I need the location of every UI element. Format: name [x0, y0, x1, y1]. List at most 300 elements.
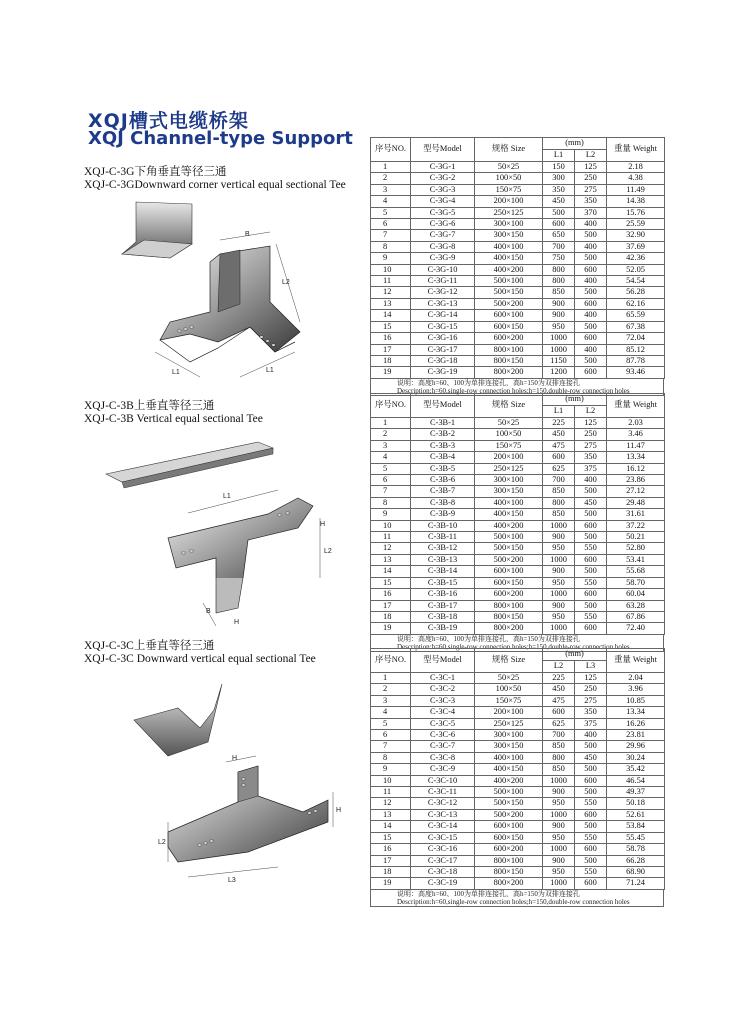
- table-row: [371, 475, 665, 486]
- cell-size: 500×200: [475, 809, 543, 820]
- cell-model: C-3C-17: [411, 855, 475, 866]
- cell-model: C-3C-13: [411, 809, 475, 820]
- cell-weight: 63.28: [607, 600, 665, 611]
- cell-no: 14: [371, 566, 411, 577]
- cell-size: 300×100: [475, 730, 543, 741]
- cell-size: 800×200: [475, 623, 543, 634]
- cell-l-a: 450: [543, 684, 575, 695]
- cell-model: C-3C-12: [411, 798, 475, 809]
- cell-size: 500×100: [475, 787, 543, 798]
- table-row: [371, 798, 665, 809]
- cell-l-a: 950: [543, 321, 575, 332]
- cell-no: 18: [371, 355, 411, 366]
- cell-l-b: 400: [575, 344, 607, 355]
- cell-model: C-3G-13: [411, 298, 475, 309]
- cell-size: 400×100: [475, 497, 543, 508]
- cell-l-a: 700: [543, 241, 575, 252]
- cell-size: 800×200: [475, 878, 543, 889]
- cell-l-b: 450: [575, 752, 607, 763]
- cell-size: 150×75: [475, 184, 543, 195]
- cell-l-b: 350: [575, 196, 607, 207]
- col-header-size: 规格 Size: [475, 649, 543, 673]
- table-row: [371, 543, 665, 554]
- cell-l-a: 1000: [543, 775, 575, 786]
- cell-size: 600×100: [475, 821, 543, 832]
- table-body: [371, 162, 665, 379]
- cell-no: 13: [371, 554, 411, 565]
- cell-model: C-3C-6: [411, 730, 475, 741]
- cell-size: 400×200: [475, 264, 543, 275]
- cell-model: C-3B-2: [411, 429, 475, 440]
- note-cn: 说明：高度h=60、100为单排连接孔，高h=150为双排连接孔: [397, 378, 580, 387]
- cell-weight: 53.84: [607, 821, 665, 832]
- cell-no: 7: [371, 486, 411, 497]
- cell-size: 250×125: [475, 463, 543, 474]
- cell-size: 300×150: [475, 486, 543, 497]
- cell-no: 11: [371, 276, 411, 287]
- cell-model: C-3G-7: [411, 230, 475, 241]
- cell-no: 13: [371, 809, 411, 820]
- cell-model: C-3G-19: [411, 367, 475, 378]
- cell-weight: 13.34: [607, 452, 665, 463]
- cell-weight: 11.47: [607, 440, 665, 451]
- cell-l-b: 370: [575, 207, 607, 218]
- col-header-mm: (mm): [543, 138, 607, 150]
- cell-model: C-3C-2: [411, 684, 475, 695]
- cell-size: 500×200: [475, 554, 543, 565]
- cell-weight: 68.90: [607, 866, 665, 877]
- cell-l-b: 600: [575, 623, 607, 634]
- cell-no: 2: [371, 684, 411, 695]
- table-row: [371, 452, 665, 463]
- cell-l-b: 400: [575, 475, 607, 486]
- cell-l-a: 650: [543, 230, 575, 241]
- cell-l-a: 450: [543, 429, 575, 440]
- cell-model: C-3G-4: [411, 196, 475, 207]
- cell-no: 9: [371, 509, 411, 520]
- cell-l-b: 400: [575, 241, 607, 252]
- cell-model: C-3B-4: [411, 452, 475, 463]
- cell-l-a: 800: [543, 497, 575, 508]
- cell-l-b: 250: [575, 684, 607, 695]
- col-header-l3: L3: [575, 661, 607, 673]
- cell-l-a: 625: [543, 463, 575, 474]
- cell-l-a: 600: [543, 219, 575, 230]
- cell-model: C-3C-1: [411, 673, 475, 684]
- cell-model: C-3C-15: [411, 832, 475, 843]
- cell-l-b: 600: [575, 554, 607, 565]
- cell-l-a: 900: [543, 310, 575, 321]
- cell-l-b: 600: [575, 878, 607, 889]
- table-row: [371, 741, 665, 752]
- cell-model: C-3B-16: [411, 589, 475, 600]
- cell-weight: 65.59: [607, 310, 665, 321]
- cell-l-a: 1000: [543, 809, 575, 820]
- cell-l-a: 900: [543, 532, 575, 543]
- col-header-l2: L2: [575, 150, 607, 162]
- spec-table-3b: [370, 393, 665, 635]
- cell-model: C-3B-11: [411, 532, 475, 543]
- cell-model: C-3C-5: [411, 718, 475, 729]
- cell-size: 50×25: [475, 673, 543, 684]
- cell-size: 300×150: [475, 230, 543, 241]
- cell-weight: 11.49: [607, 184, 665, 195]
- cell-model: C-3G-16: [411, 333, 475, 344]
- cell-model: C-3C-19: [411, 878, 475, 889]
- cell-l-b: 600: [575, 775, 607, 786]
- table-row: [371, 707, 665, 718]
- cell-model: C-3C-4: [411, 707, 475, 718]
- note-en: Description:h=60,single-row connection holes;h=150,double-row connection holes: [397, 897, 630, 906]
- cell-no: 13: [371, 298, 411, 309]
- cell-l-a: 500: [543, 207, 575, 218]
- cell-weight: 29.96: [607, 741, 665, 752]
- cell-weight: 2.03: [607, 418, 665, 429]
- cell-model: C-3C-16: [411, 844, 475, 855]
- cell-no: 18: [371, 866, 411, 877]
- cell-no: 17: [371, 344, 411, 355]
- table-row: [371, 429, 665, 440]
- cell-model: C-3B-7: [411, 486, 475, 497]
- cell-no: 4: [371, 707, 411, 718]
- cell-model: C-3B-19: [411, 623, 475, 634]
- table-row: [371, 486, 665, 497]
- cell-size: 150×75: [475, 695, 543, 706]
- cell-l-b: 400: [575, 219, 607, 230]
- table-row: [371, 333, 665, 344]
- cell-weight: 37.22: [607, 520, 665, 531]
- cell-model: C-3C-11: [411, 787, 475, 798]
- dim-label-h: H: [336, 807, 342, 814]
- cell-size: 200×100: [475, 196, 543, 207]
- cell-weight: 54.54: [607, 276, 665, 287]
- table-row: [371, 196, 665, 207]
- cell-size: 800×200: [475, 367, 543, 378]
- table-row: [371, 509, 665, 520]
- cell-weight: 13.34: [607, 707, 665, 718]
- cell-model: C-3B-3: [411, 440, 475, 451]
- cell-size: 500×150: [475, 543, 543, 554]
- cell-model: C-3B-14: [411, 566, 475, 577]
- table-row: [371, 787, 665, 798]
- table-row: [371, 844, 665, 855]
- cell-no: 2: [371, 173, 411, 184]
- col-header-l2: L2: [575, 406, 607, 418]
- cell-model: C-3G-6: [411, 219, 475, 230]
- col-header-model: 型号Model: [411, 394, 475, 418]
- cell-l-b: 375: [575, 718, 607, 729]
- cell-l-a: 225: [543, 673, 575, 684]
- cell-l-a: 350: [543, 184, 575, 195]
- cell-size: 600×150: [475, 577, 543, 588]
- table-row: [371, 623, 665, 634]
- cell-l-a: 850: [543, 764, 575, 775]
- cell-l-a: 1000: [543, 623, 575, 634]
- cell-l-b: 450: [575, 497, 607, 508]
- table-row: [371, 162, 665, 173]
- cell-weight: 23.81: [607, 730, 665, 741]
- table-row: [371, 463, 665, 474]
- cell-size: 200×100: [475, 707, 543, 718]
- cell-no: 3: [371, 440, 411, 451]
- cell-l-b: 250: [575, 173, 607, 184]
- cell-no: 15: [371, 577, 411, 588]
- cell-no: 4: [371, 452, 411, 463]
- cell-l-b: 600: [575, 333, 607, 344]
- cell-l-b: 600: [575, 589, 607, 600]
- cell-size: 400×100: [475, 752, 543, 763]
- table-body: [371, 418, 665, 635]
- table-row: [371, 600, 665, 611]
- cell-no: 8: [371, 752, 411, 763]
- cell-l-a: 625: [543, 718, 575, 729]
- table-row: [371, 287, 665, 298]
- table-row: [371, 730, 665, 741]
- cell-no: 3: [371, 695, 411, 706]
- cell-l-a: 1000: [543, 878, 575, 889]
- section-title-en: XQJ-C-3GDownward corner vertical equal sectional Tee: [84, 179, 346, 191]
- cell-size: 500×100: [475, 532, 543, 543]
- note-en: Description:h=60,single-row connection holes;h=150,double-row connection holes: [397, 642, 630, 651]
- table-row: [371, 589, 665, 600]
- page-title-en: XQJ Channel-type Support: [88, 128, 353, 149]
- table-row: [371, 207, 665, 218]
- cell-l-b: 500: [575, 486, 607, 497]
- dim-label-l1b: L1: [266, 367, 274, 374]
- cell-l-b: 500: [575, 566, 607, 577]
- cell-l-b: 550: [575, 543, 607, 554]
- tee-3b-illustration: [98, 428, 358, 638]
- cell-no: 1: [371, 673, 411, 684]
- table-row: [371, 775, 665, 786]
- table-row: [371, 440, 665, 451]
- col-header-weight: 重量 Weight: [607, 138, 665, 162]
- cell-weight: 10.85: [607, 695, 665, 706]
- table-row: [371, 344, 665, 355]
- cell-model: C-3C-9: [411, 764, 475, 775]
- cell-no: 8: [371, 497, 411, 508]
- cell-weight: 52.05: [607, 264, 665, 275]
- cell-l-b: 550: [575, 832, 607, 843]
- cell-model: C-3G-10: [411, 264, 475, 275]
- cell-weight: 53.41: [607, 554, 665, 565]
- cell-weight: 42.36: [607, 253, 665, 264]
- cell-size: 600×200: [475, 844, 543, 855]
- cell-model: C-3G-9: [411, 253, 475, 264]
- cell-size: 400×150: [475, 764, 543, 775]
- cell-l-a: 950: [543, 798, 575, 809]
- cell-weight: 3.96: [607, 684, 665, 695]
- cell-l-b: 500: [575, 253, 607, 264]
- cell-l-a: 225: [543, 418, 575, 429]
- cell-l-a: 1000: [543, 333, 575, 344]
- cell-l-a: 850: [543, 509, 575, 520]
- dim-label-l1: L1: [172, 369, 180, 376]
- cell-size: 250×125: [475, 207, 543, 218]
- cell-l-a: 950: [543, 866, 575, 877]
- cell-l-a: 950: [543, 611, 575, 622]
- table-note: [370, 890, 664, 907]
- cell-size: 600×150: [475, 832, 543, 843]
- col-header-weight: 重量 Weight: [607, 394, 665, 418]
- cell-no: 1: [371, 162, 411, 173]
- cell-l-b: 350: [575, 707, 607, 718]
- cell-no: 16: [371, 589, 411, 600]
- cell-model: C-3B-13: [411, 554, 475, 565]
- cell-l-a: 1000: [543, 589, 575, 600]
- dim-label-h: H: [320, 521, 326, 528]
- cell-l-b: 275: [575, 440, 607, 451]
- dim-label-l2: L2: [282, 279, 290, 286]
- cell-size: 600×200: [475, 589, 543, 600]
- cell-no: 16: [371, 844, 411, 855]
- cell-size: 800×150: [475, 611, 543, 622]
- cell-l-a: 600: [543, 707, 575, 718]
- cell-weight: 67.86: [607, 611, 665, 622]
- cell-weight: 27.12: [607, 486, 665, 497]
- cell-size: 50×25: [475, 162, 543, 173]
- cell-l-a: 900: [543, 855, 575, 866]
- spec-table-3g-wrap: [370, 137, 664, 396]
- cell-weight: 67.38: [607, 321, 665, 332]
- cell-no: 8: [371, 241, 411, 252]
- table-row: [371, 566, 665, 577]
- col-header-l1: L1: [543, 150, 575, 162]
- table-row: [371, 577, 665, 588]
- cell-no: 5: [371, 207, 411, 218]
- table-row: [371, 855, 665, 866]
- cell-l-b: 500: [575, 600, 607, 611]
- cell-l-b: 400: [575, 730, 607, 741]
- cell-no: 3: [371, 184, 411, 195]
- cell-l-b: 500: [575, 355, 607, 366]
- table-row: [371, 241, 665, 252]
- cell-l-a: 850: [543, 287, 575, 298]
- cell-l-b: 550: [575, 798, 607, 809]
- table-row: [371, 878, 665, 889]
- cell-l-b: 600: [575, 809, 607, 820]
- cell-l-a: 950: [543, 832, 575, 843]
- cell-no: 17: [371, 600, 411, 611]
- cell-no: 5: [371, 463, 411, 474]
- cell-weight: 72.40: [607, 623, 665, 634]
- cell-size: 150×75: [475, 440, 543, 451]
- cell-weight: 71.24: [607, 878, 665, 889]
- cell-l-a: 850: [543, 486, 575, 497]
- cell-weight: 58.70: [607, 577, 665, 588]
- table-row: [371, 321, 665, 332]
- cell-size: 400×150: [475, 509, 543, 520]
- tee-3g-illustration: [100, 192, 340, 392]
- cell-no: 11: [371, 532, 411, 543]
- cell-l-b: 400: [575, 310, 607, 321]
- cell-size: 250×125: [475, 718, 543, 729]
- table-row: [371, 355, 665, 366]
- cell-weight: 15.76: [607, 207, 665, 218]
- spec-table-3g: [370, 137, 665, 379]
- table-row: [371, 832, 665, 843]
- cell-l-b: 125: [575, 162, 607, 173]
- col-header-no: 序号NO.: [371, 649, 411, 673]
- table-row: [371, 718, 665, 729]
- col-header-mm: (mm): [543, 394, 607, 406]
- cell-no: 12: [371, 543, 411, 554]
- cell-size: 400×100: [475, 241, 543, 252]
- cell-l-b: 350: [575, 452, 607, 463]
- note-cn: 说明：高度h=60、100为单排连接孔，高h=150为双排连接孔: [397, 889, 580, 898]
- cell-size: 400×200: [475, 520, 543, 531]
- cell-model: C-3C-8: [411, 752, 475, 763]
- cell-weight: 93.46: [607, 367, 665, 378]
- cell-size: 500×200: [475, 298, 543, 309]
- section-title-en: XQJ-C-3B Vertical equal sectional Tee: [84, 413, 263, 425]
- dim-label-b: B: [206, 608, 211, 615]
- table-row: [371, 230, 665, 241]
- note-cn: 说明：高度h=60、100为单排连接孔，高h=150为双排连接孔: [397, 634, 580, 643]
- cell-l-a: 150: [543, 162, 575, 173]
- cell-l-a: 1200: [543, 367, 575, 378]
- col-header-l1: L1: [543, 406, 575, 418]
- cell-size: 600×100: [475, 566, 543, 577]
- cell-size: 100×50: [475, 173, 543, 184]
- section-title-cn: XQJ-C-3G下角垂直等径三通: [84, 166, 227, 178]
- cell-weight: 46.54: [607, 775, 665, 786]
- cell-model: C-3C-10: [411, 775, 475, 786]
- cell-model: C-3B-9: [411, 509, 475, 520]
- cell-weight: 62.16: [607, 298, 665, 309]
- cell-l-a: 800: [543, 276, 575, 287]
- cell-l-b: 550: [575, 866, 607, 877]
- cell-size: 200×100: [475, 452, 543, 463]
- cell-no: 10: [371, 775, 411, 786]
- note-en: Description:h=60,single-row connection holes;h=150,double-row connection holes: [397, 386, 630, 395]
- spec-table-3c-wrap: [370, 648, 664, 907]
- cell-l-a: 700: [543, 475, 575, 486]
- cell-weight: 50.18: [607, 798, 665, 809]
- cell-model: C-3G-1: [411, 162, 475, 173]
- cell-l-b: 375: [575, 463, 607, 474]
- cell-model: C-3G-2: [411, 173, 475, 184]
- table-row: [371, 298, 665, 309]
- cell-l-b: 500: [575, 287, 607, 298]
- cell-weight: 50.21: [607, 532, 665, 543]
- cell-l-b: 400: [575, 276, 607, 287]
- cell-l-b: 275: [575, 184, 607, 195]
- cell-weight: 29.48: [607, 497, 665, 508]
- col-header-no: 序号NO.: [371, 394, 411, 418]
- cell-no: 10: [371, 264, 411, 275]
- cell-model: C-3B-1: [411, 418, 475, 429]
- cell-model: C-3C-3: [411, 695, 475, 706]
- cell-no: 6: [371, 475, 411, 486]
- cell-no: 12: [371, 798, 411, 809]
- cell-weight: 52.61: [607, 809, 665, 820]
- cell-model: C-3G-14: [411, 310, 475, 321]
- cell-l-a: 1000: [543, 844, 575, 855]
- dim-label-l2: L2: [158, 839, 166, 846]
- cell-model: C-3B-17: [411, 600, 475, 611]
- table-row: [371, 173, 665, 184]
- spec-table-3c: [370, 648, 665, 890]
- cell-weight: 56.28: [607, 287, 665, 298]
- cell-l-a: 950: [543, 577, 575, 588]
- table-row: [371, 310, 665, 321]
- cell-size: 800×150: [475, 355, 543, 366]
- cell-weight: 58.78: [607, 844, 665, 855]
- cell-l-a: 900: [543, 600, 575, 611]
- table-row: [371, 809, 665, 820]
- cell-size: 400×200: [475, 775, 543, 786]
